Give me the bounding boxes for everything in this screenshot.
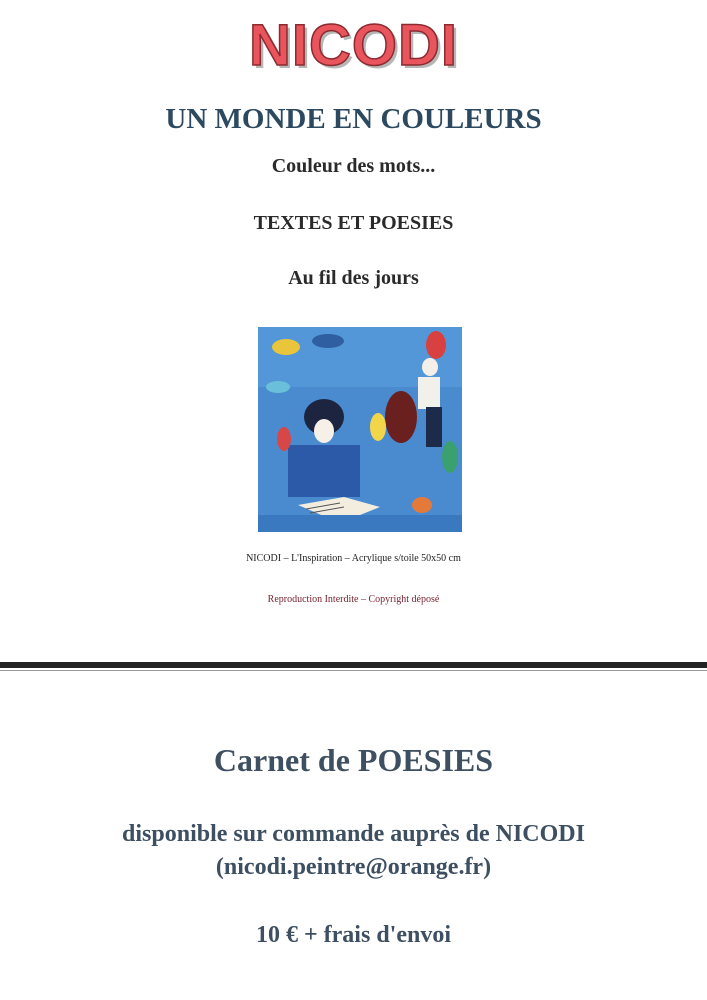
price-text: 10 € + frais d'envoi <box>255 922 451 948</box>
section-divider <box>0 662 707 668</box>
subtitle: UN MONDE EN COULEURS <box>165 103 542 135</box>
painting-image <box>258 327 462 532</box>
offer-title: Carnet de POESIES <box>213 742 494 778</box>
section-divider-thin <box>0 670 707 671</box>
painting-caption: NICODI – L'Inspiration – Acrylique s/toile 50x50 cm <box>246 553 461 564</box>
artist-title: NICODI <box>249 13 458 78</box>
copyright-notice: Reproduction Interdite – Copyright déposé <box>267 594 440 605</box>
contact-email: (nicodi.peintre@orange.fr) <box>215 854 492 880</box>
tagline-colors-of-words: Couleur des mots... <box>271 155 436 177</box>
tagline-texts-poems: TEXTES ET POESIES <box>253 212 454 234</box>
availability-text: disponible sur commande auprès de NICODI <box>122 821 585 847</box>
tagline-days: Au fil des jours <box>288 267 419 289</box>
